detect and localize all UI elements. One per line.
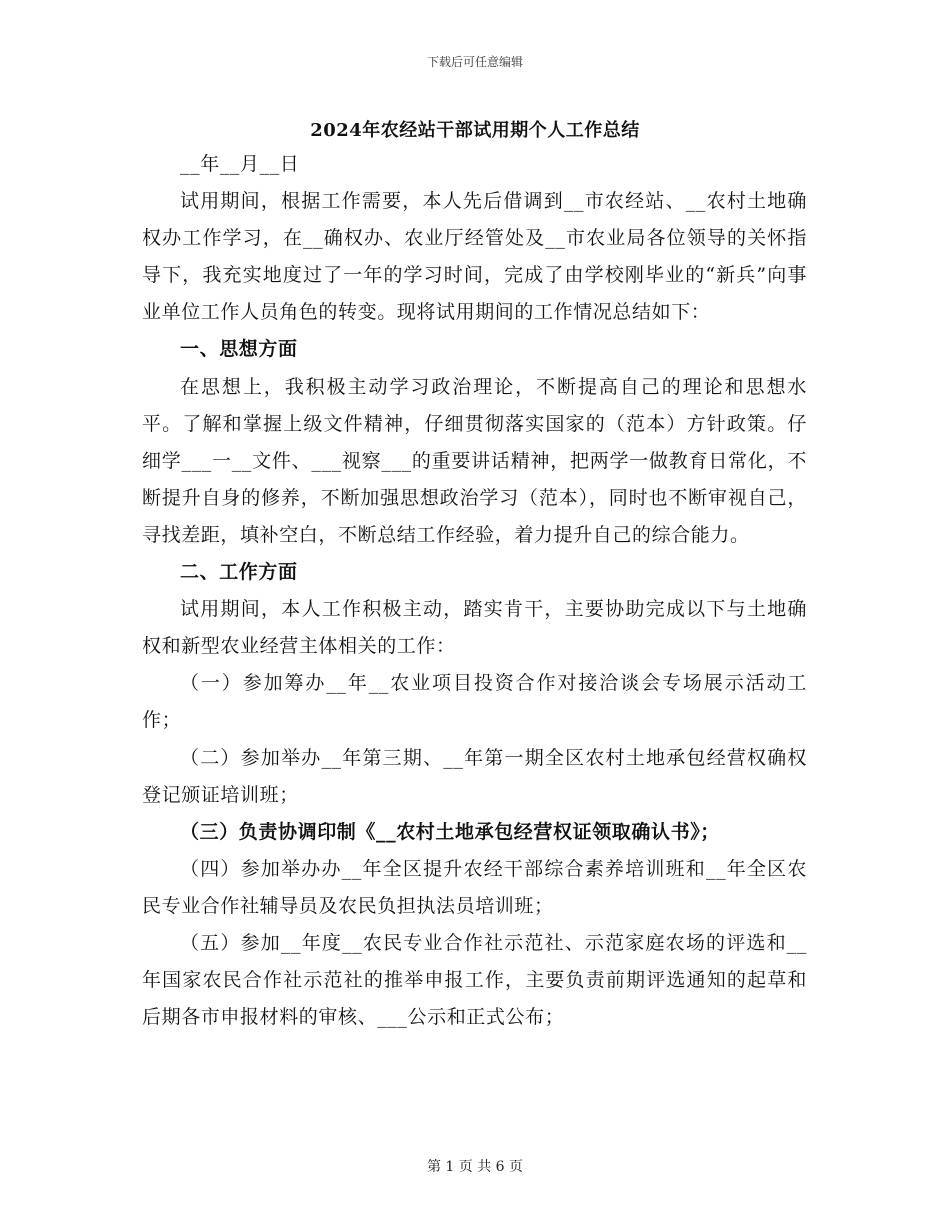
section-heading-work: 二、工作方面 [180, 561, 298, 584]
work-item-3: （三）负责协调印制《__农村土地承包经营权证领取确认书》； [180, 820, 720, 843]
document-body [142, 146, 807, 1036]
intro-paragraph: 试用期间，根据工作需要，本人先后借调到__市农经站、__农村土地确权办工作学习，在__确权办、农业厅经管处及__市农业局各位领导的关怀指导下，我充实地度过了一年的学习时间，完成了由学校刚毕业的“新兵”向事业单位工作人员角色的转变。现将试用期间的工作情况总结如下： [142, 190, 807, 324]
work-item-2: （二）参加举办__年第三期、__年第一期全区农村土地承包经营权确权登记颁证培训班； [142, 746, 807, 806]
section-heading-thought: 一、思想方面 [180, 338, 298, 361]
section-work-intro: 试用期间，本人工作积极主动，踏实肯干，主要协助完成以下与土地确权和新型农业经营主体相关的工作： [142, 598, 807, 658]
page-header-note: 下载后可任意编辑 [426, 55, 523, 69]
document-title: 2024年农经站干部试用期个人工作总结 [310, 120, 640, 141]
page-number: 第 1 页 共 6 页 [426, 1159, 524, 1175]
section-thought-paragraph: 在思想上，我积极主动学习政治理论，不断提高自己的理论和思想水平。了解和掌握上级文件精神，仔细贯彻落实国家的（范本）方针政策。仔细学___一__文件、___视察___的重要讲话精神，把两学一做教育日常化，不断提升自身的修养，不断加强思想政治学习（范本），同时也不断审视自己，寻找差距，填补空白，不断总结工作经验，着力提升自己的综合能力。 [142, 375, 807, 546]
date-line: __年__月__日 [180, 153, 300, 175]
work-item-5: （五）参加__年度__农民专业合作社示范社、示范家庭农场的评选和__年国家农民合作社示范社的推举申报工作，主要负责前期评选通知的起草和后期各市申报材料的审核、___公示和正式公布； [142, 931, 807, 1029]
work-item-1: （一）参加筹办__年__农业项目投资合作对接洽谈会专场展示活动工作； [142, 672, 807, 732]
work-item-4: （四）参加举办办__年全区提升农经干部综合素养培训班和__年全区农民专业合作社辅导员及农民负担执法员培训班； [142, 857, 807, 917]
